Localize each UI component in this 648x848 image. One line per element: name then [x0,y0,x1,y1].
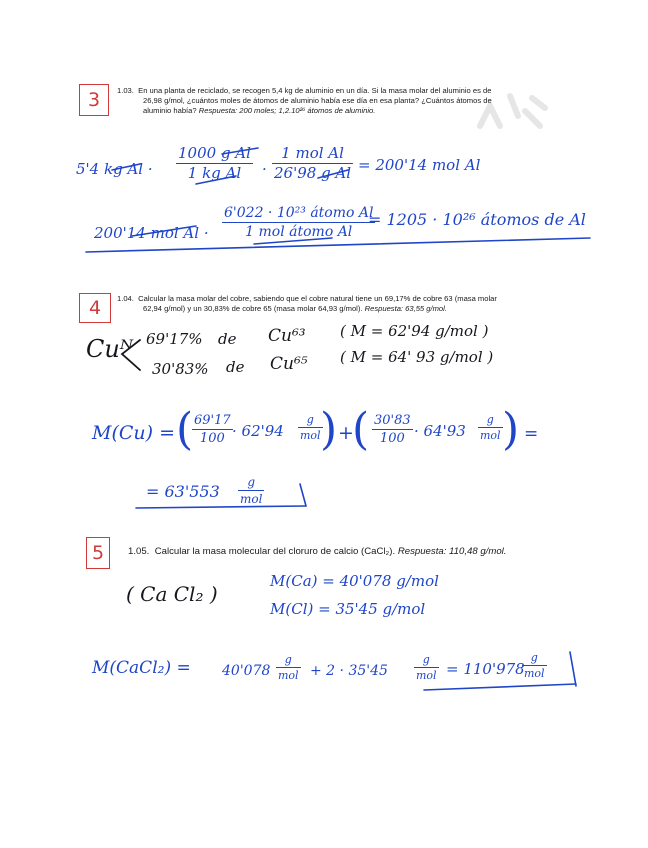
problem-answer: Respuesta: 200 moles; 1,2.10²⁶ átomos de aluminio. [198,106,376,116]
answer-bracket [300,484,306,506]
fraction-numerator: 69'17 [194,413,231,428]
hw-p4-paren-close-2: ) [502,404,520,455]
fraction-denominator: 100 [379,431,405,446]
hw-p4-iso2-de: de [226,358,245,376]
fraction-numerator: g [486,413,494,426]
fraction-denominator: 1 mol átomo Al [245,224,353,240]
fraction-numerator: g [247,475,256,489]
problem-number: 1.03. [117,86,134,95]
hw-p4-term1-rest: · 62'94 [232,422,284,440]
problem-3-marker: 3 [79,84,109,116]
hw-p4-eq-end: = [524,424,539,444]
fraction-denominator: 26'98 g Al [274,164,352,182]
answer-underline [86,238,590,252]
problem-answer: Respuesta: 110,48 g/mol. [397,546,507,557]
hw-p4-term2-rest: · 64'93 [414,422,466,440]
problem-5-marker: 5 [86,537,110,569]
problem-number: 1.05. [128,546,150,557]
fraction-denominator: mol [300,429,321,442]
hw-p5-eq-start: M(CaCl₂) = [92,658,191,678]
cancel-stroke [318,170,348,178]
hw-p4-paren-open-1: ( [176,404,194,455]
hw-p4-plus: + [338,422,354,444]
fraction-denominator: mol [524,667,545,680]
hw-p4-iso1-mass: ( M = 62'94 g/mol ) [340,322,489,340]
hw-p4-iso1-cu: Cu⁶³ [268,326,306,346]
fraction-denominator: 1 kg Al [187,164,242,182]
hw-p3-result-2: = 1205 · 10²⁶ átomos de Al [368,210,586,229]
problem-text: Calcular la masa molar del cobre, sabiendo que el cobre natural tiene un 69,17% de cobre 63 (masa molar [138,294,497,303]
answer-underline [136,506,306,508]
hw-p4-iso2-mass: ( M = 64' 93 g/mol ) [340,348,494,366]
cancel-stroke [196,176,236,184]
hw-p4-cu: Cuᴺ [86,335,134,363]
hw-p3-start: 5'4 kg Al · [76,160,153,178]
problem-text: En una planta de reciclado, se recogen 5,4 kg de aluminio en un día. Si la masa molar del aluminio es de [138,86,492,95]
hw-p4-paren-open-2: ( [352,404,370,455]
hw-p4-iso1-pct: 69'17% [146,330,203,348]
hw-p4-eq-start: M(Cu) = [92,422,176,444]
fraction-numerator: g [530,651,538,664]
cancel-stroke [254,238,332,244]
cancel-stroke [132,226,196,236]
hw-p5-formula: ( Ca Cl₂ ) [126,582,218,606]
problem-text: Calcular la masa molecular del cloruro de calcio (CaCl₂). [154,546,396,557]
hw-p5-m-ca: M(Ca) = 40'078 g/mol [270,572,439,590]
hw-p4-final: = 63'553 [146,482,220,501]
problem-number: 1.04. [117,294,134,303]
hw-p3-line2-start: 200'14 mol Al · [94,224,209,242]
hw-p5-m-cl: M(Cl) = 35'45 g/mol [270,600,426,618]
fraction-numerator: 30'83 [374,413,411,428]
fraction-numerator: g [306,413,314,426]
problem-answer: Respuesta: 63,55 g/mol. [364,304,447,314]
answer-bracket [570,652,576,686]
fraction-numerator: g [284,653,292,666]
cancel-stroke [222,148,258,154]
fraction-numerator: 1 mol Al [281,144,344,162]
hw-p5-v1: 40'078 [222,663,271,679]
hw-p4-iso2-pct: 30'83% [152,360,209,378]
hw-p5-result: = 110'978 [446,660,525,678]
fraction-numerator: g [422,653,430,666]
fraction-denominator: 100 [199,431,225,446]
cancel-stroke [112,164,140,170]
answer-underline [424,684,576,690]
fraction-denominator: mol [480,429,501,442]
problem-text: 26,98 g/mol, ¿cuántos moles de átomos de aluminio había ese día en esa planta? ¿Cuántos átomos de [143,96,492,106]
fraction-denominator: mol [240,492,263,506]
problem-text: aluminio había? [143,106,197,116]
hw-p4-iso2-cu: Cu⁶⁵ [270,354,308,374]
fraction-denominator: mol [278,669,299,682]
fraction-numerator: 6'022 · 10²³ átomo Al [224,205,374,221]
hw-p3-result-1: = 200'14 mol Al [358,156,481,174]
hw-p5-plus-term: + 2 · 35'45 [310,663,388,679]
fraction-denominator: mol [416,669,437,682]
problem-text: 62,94 g/mol) y un 30,83% de cobre 65 (masa molar 64,93 g/mol). [143,304,363,314]
isotope-brace [122,340,140,370]
fraction-numerator: 1000 g Al [178,144,251,162]
problem-4-marker: 4 [79,293,111,323]
hw-p3-dot: · [262,160,267,178]
hw-p4-iso1-de: de [218,330,237,348]
hw-p4-paren-close-1: ) [320,404,338,455]
